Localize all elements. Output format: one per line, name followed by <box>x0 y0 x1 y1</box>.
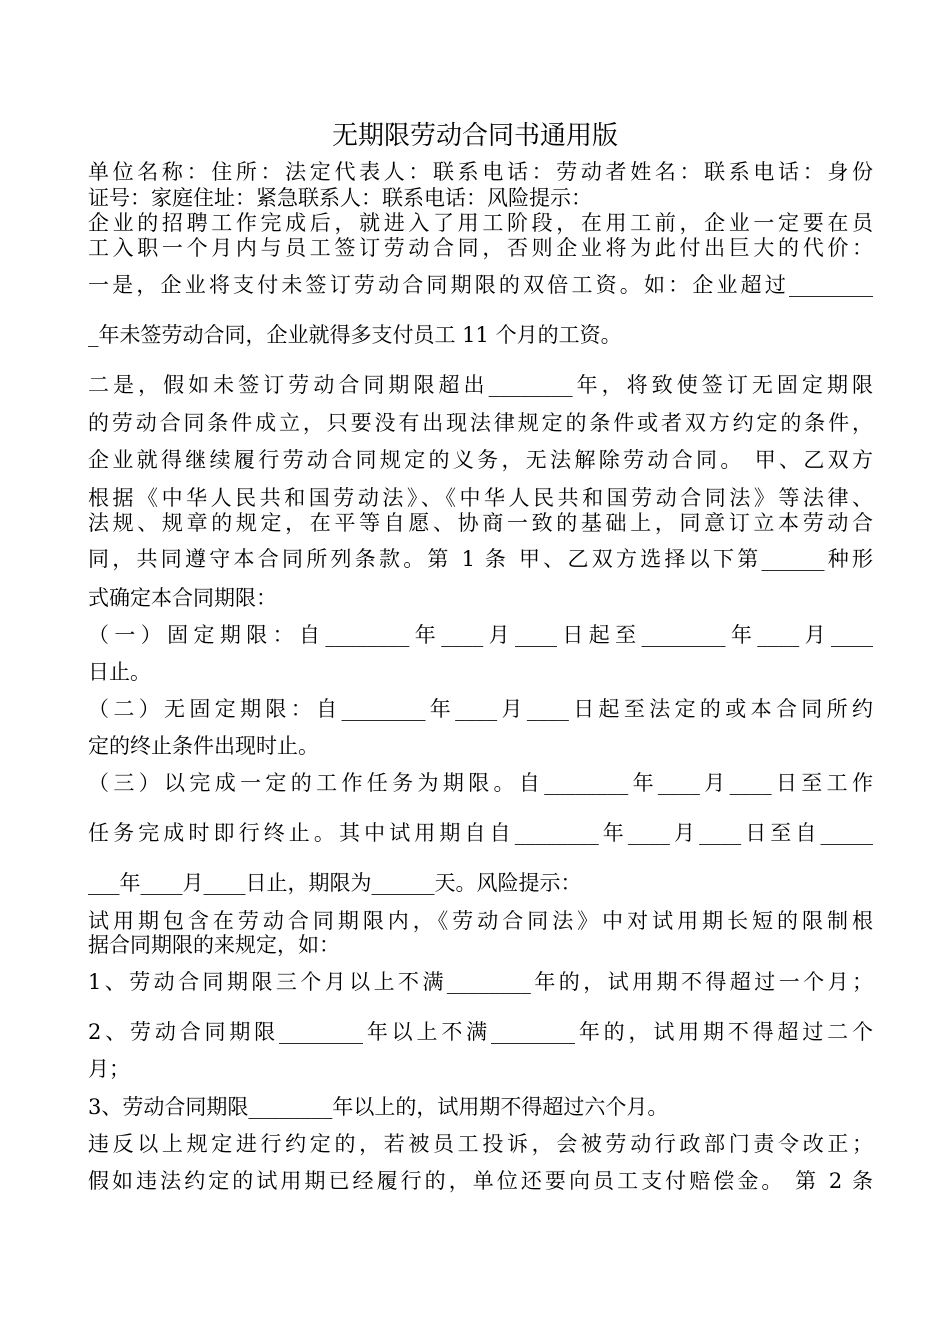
body-line: 试用期包含在劳动合同期限内，《劳动合同法》中对试用期长短的限制根 <box>88 909 873 933</box>
body-line: 二是，假如未签订劳动合同期限超出________年，将致使签订无固定期限 <box>88 373 873 397</box>
body-line: 企业的招聘工作完成后，就进入了用工阶段，在用工前，企业一定要在员 <box>88 211 873 235</box>
body-line: 2、劳动合同期限________年以上不满________年的，试用期不得超过二个 <box>88 1020 873 1044</box>
body-line: 据合同期限的来规定，如： <box>88 933 340 957</box>
body-line: 同，共同遵守本合同所列条款。第 1 条 甲、乙双方选择以下第______种形 <box>88 547 873 571</box>
body-line: （二）无固定期限：自________年____月____日起至法定的或本合同所约 <box>88 697 873 721</box>
document-title: 无期限劳动合同书通用版 <box>331 121 618 151</box>
body-line: 一是，企业将支付未签订劳动合同期限的双倍工资。如：企业超过________ <box>88 273 873 297</box>
body-line: 1、劳动合同期限三个月以上不满________年的，试用期不得超过一个月； <box>88 970 873 994</box>
body-line: （三）以完成一定的工作任务为期限。自________年____月____日至工作 <box>88 771 873 795</box>
body-line: 假如违法约定的试用期已经履行的，单位还要向员工支付赔偿金。 第 2 条 <box>88 1169 873 1193</box>
body-line: 根据《中华人民共和国劳动法》、《中华人民共和国劳动合同法》等法律、 <box>88 486 873 510</box>
body-line: 证号：家庭住址：紧急联系人：联系电话：风险提示： <box>88 186 592 210</box>
body-line: 月； <box>88 1057 130 1081</box>
body-line: 工入职一个月内与员工签订劳动合同，否则企业将为此付出巨大的代价： <box>88 236 873 260</box>
body-line: 定的终止条件出现时止。 <box>88 734 319 758</box>
body-line: 企业就得继续履行劳动合同规定的义务，无法解除劳动合同。 甲、乙双方 <box>88 448 873 472</box>
body-line: 任务完成时即行终止。其中试用期自自________年____月____日至自_____ <box>88 821 873 845</box>
body-line: 式确定本合同期限： <box>88 586 277 610</box>
body-line: （一）固定期限：自________年____月____日起至________年____月____ <box>88 623 873 647</box>
body-line: 违反以上规定进行约定的，若被员工投诉，会被劳动行政部门责令改正； <box>88 1132 873 1156</box>
body-line: 法规、规章的规定，在平等自愿、协商一致的基础上，同意订立本劳动合 <box>88 511 873 535</box>
body-line: 3、劳动合同期限________年以上的，试用期不得超过六个月。 <box>88 1095 669 1119</box>
body-line: 的劳动合同条件成立，只要没有出现法律规定的条件或者双方约定的条件， <box>88 411 873 435</box>
body-line: 日止。 <box>88 660 151 684</box>
body-line: ___年____月____日止，期限为______天。风险提示： <box>88 871 582 895</box>
body-line: 单位名称：住所：法定代表人：联系电话：劳动者姓名：联系电话：身份 <box>88 160 873 184</box>
body-line: _年未签劳动合同，企业就得多支付员工 11 个月的工资。 <box>88 323 622 347</box>
